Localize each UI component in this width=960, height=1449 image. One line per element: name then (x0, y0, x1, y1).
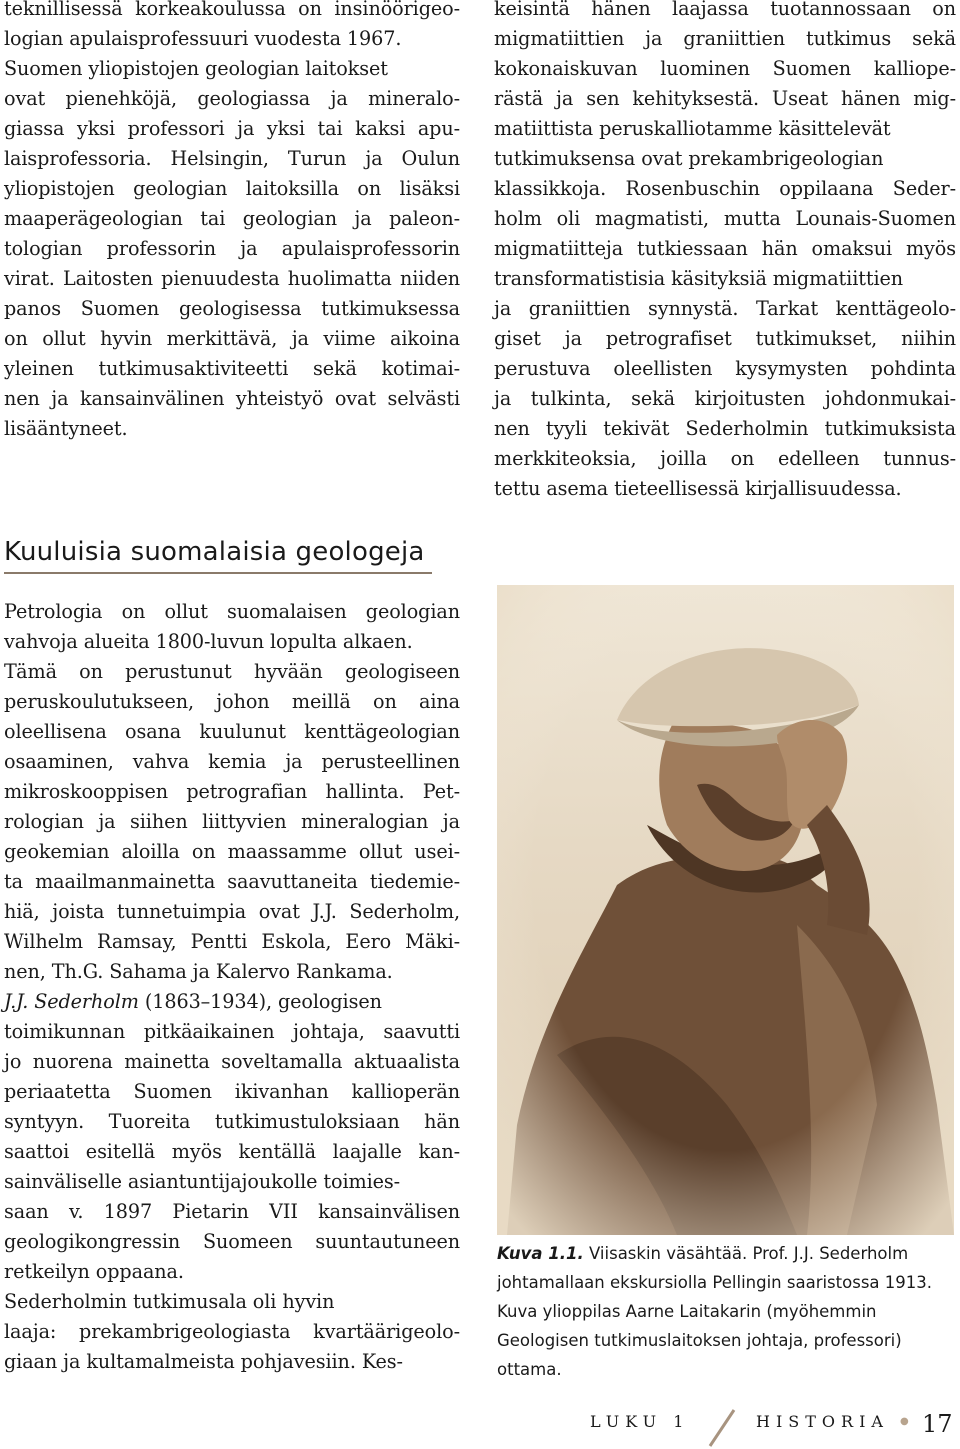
caption-line-1 (497, 1239, 957, 1268)
text-line: panos Suomen geologisessa tutkimuksessa (4, 297, 460, 320)
text-line: ta maailmanmainetta saavuttaneita tiedemie- (4, 870, 460, 893)
text-line: syntyyn. Tuoreita tutkimustuloksiaan hän (4, 1110, 460, 1133)
text-line: ovat pienehköjä, geologiassa ja mineralo- (4, 87, 460, 110)
text-line: hiä, joista tunnetuimpia ovat J.J. Sederholm, (4, 900, 460, 923)
text-line: perustuva oleellisten kysymysten pohdinta (494, 357, 956, 380)
text-line: retkeilyn oppaana. (4, 1260, 184, 1283)
text-line: peruskoulutukseen, johon meillä on aina (4, 690, 460, 713)
left-column-intro (4, 0, 460, 444)
text-line: sainväliselle asiantuntijajoukolle toimies- (4, 1170, 401, 1193)
text-line: klassikkoja. Rosenbuschin oppilaana Seder- (494, 177, 956, 200)
text-line: holm oli magmatisti, mutta Lounais-Suomen (494, 207, 956, 230)
page-number: 17 (922, 1410, 953, 1438)
text-line: Wilhelm Ramsay, Pentti Eskola, Eero Mäki- (4, 930, 460, 953)
text-line: nen ja kansainvälinen yhteistyö ovat selvästi (4, 387, 460, 410)
text-line: J.J. Sederholm (1863–1934), geologisen (4, 990, 382, 1013)
text-line: transformatistisia käsityksiä migmatiittien (494, 267, 903, 290)
text-line: laisprofessoria. Helsingin, Turun ja Oulun (4, 147, 460, 170)
text-line: geologikongressin Suomeen suuntautuneen (4, 1230, 460, 1253)
text-line: keisintä hänen laajassa tuotannossaan on (494, 0, 956, 20)
section-label: HISTORIA (756, 1412, 889, 1431)
caption-label: Kuva 1.1. (497, 1244, 584, 1263)
text-line: rästä ja sen kehityksestä. Useat hänen mig- (494, 87, 956, 110)
text-line: mikroskooppisen petrografian hallinta. Pet- (4, 780, 460, 803)
text-line: migmatiittien ja graniittien tutkimus sekä (494, 27, 956, 50)
right-column-text (494, 0, 956, 504)
text-line: rologian ja siihen liittyvien mineralogian ja (4, 810, 460, 833)
caption-line-4: Geologisen tutkimuslaitoksen johtaja, professori) (497, 1331, 902, 1350)
text-line: tologian professorin ja apulaisprofessorin (4, 237, 460, 260)
text-line: tutkimuksensa ovat prekambrigeologian (494, 147, 884, 170)
text-line: nen, Th.G. Sahama ja Kalervo Rankama. (4, 960, 393, 983)
section-heading: Kuuluisia suomalaisia geologeja (4, 537, 425, 567)
text-line: saattoi esitellä myös kentällä laajalle kan- (4, 1140, 460, 1163)
text-line: on ollut hyvin merkittävä, ja viime aikoina (4, 327, 460, 350)
text-line: logian apulaisprofessuuri vuodesta 1967. (4, 27, 402, 50)
chapter-label: LUKU 1 (590, 1412, 690, 1431)
caption-text: Viisaskin väsähtää. Prof. J.J. Sederholm (583, 1244, 909, 1263)
text-line: ja tulkinta, sekä kirjoitusten johdonmukai- (494, 387, 956, 410)
text-line: vahvoja alueita 1800-luvun lopulta alkaen. (4, 630, 413, 653)
text-line: osaaminen, vahva kemia ja perusteellinen (4, 750, 460, 773)
photo-illustration (497, 585, 954, 1235)
text-line: Tämä on perustunut hyvään geologiseen (4, 660, 460, 683)
bullet-dot-icon: ● (900, 1416, 909, 1427)
text-line: lisääntyneet. (4, 417, 128, 440)
text-line: Petrologia on ollut suomalaisen geologian (4, 600, 460, 623)
text-line: tettu asema tieteellisessä kirjallisuudessa. (494, 477, 902, 500)
text-line: virat. Laitosten pienuudesta huolimatta niiden (4, 267, 460, 290)
text-line: matiittista peruskalliotamme käsittelevät (494, 117, 891, 140)
text-line: Sederholmin tutkimusala oli hyvin (4, 1290, 335, 1313)
page-footer (590, 1408, 960, 1448)
photo-caption (497, 1239, 957, 1384)
text-line: maaperägeologian tai geologian ja paleon- (4, 207, 460, 230)
text-line: nen tyyli tekivät Sederholmin tutkimuksista (494, 417, 956, 440)
text-line: migmatiitteja tutkiessaan hän omaksui myös (494, 237, 956, 260)
text-line: geokemian aloilla on maassamme ollut usei- (4, 840, 460, 863)
slash-divider-icon (702, 1408, 742, 1448)
sederholm-photo (497, 585, 954, 1235)
caption-line-2: johtamallaan ekskursiolla Pellingin saaristossa 1913. (497, 1273, 933, 1292)
caption-line-3: Kuva ylioppilas Aarne Laitakarin (myöhemmin (497, 1302, 877, 1321)
text-line: giset ja petrografiset tutkimukset, niihin (494, 327, 956, 350)
text-line: oleellisena osana kuulunut kenttägeologian (4, 720, 460, 743)
text-line: ja graniittien synnystä. Tarkat kenttägeolo- (494, 297, 956, 320)
text-line: giassa yksi professori ja yksi tai kaksi apu- (4, 117, 460, 140)
text-line: yleinen tutkimusaktiviteetti sekä kotimai- (4, 357, 460, 380)
text-line: teknillisessä korkeakoulussa on insinöörigeo- (4, 0, 460, 20)
text-line: kokonaiskuvan luominen Suomen kalliope- (494, 57, 956, 80)
text-line: laaja: prekambrigeologiasta kvartäärigeolo- (4, 1320, 460, 1343)
caption-line-5: ottama. (497, 1360, 562, 1379)
heading-underline (4, 572, 432, 574)
text-line: yliopistojen geologian laitoksilla on lisäksi (4, 177, 460, 200)
text-line: giaan ja kultamalmeista pohjavesiin. Kes- (4, 1350, 403, 1373)
text-line: merkkiteoksia, joilla on edelleen tunnus- (494, 447, 956, 470)
text-line: saan v. 1897 Pietarin VII kansainvälisen (4, 1200, 460, 1223)
text-line: periaatetta Suomen ikivanhan kallioperän (4, 1080, 460, 1103)
text-line: jo nuorena mainetta soveltamalla aktuaalista (4, 1050, 460, 1073)
left-column-body (4, 597, 460, 1377)
text-line: Suomen yliopistojen geologian laitokset (4, 57, 388, 80)
text-line: toimikunnan pitkäaikainen johtaja, saavutti (4, 1020, 460, 1043)
